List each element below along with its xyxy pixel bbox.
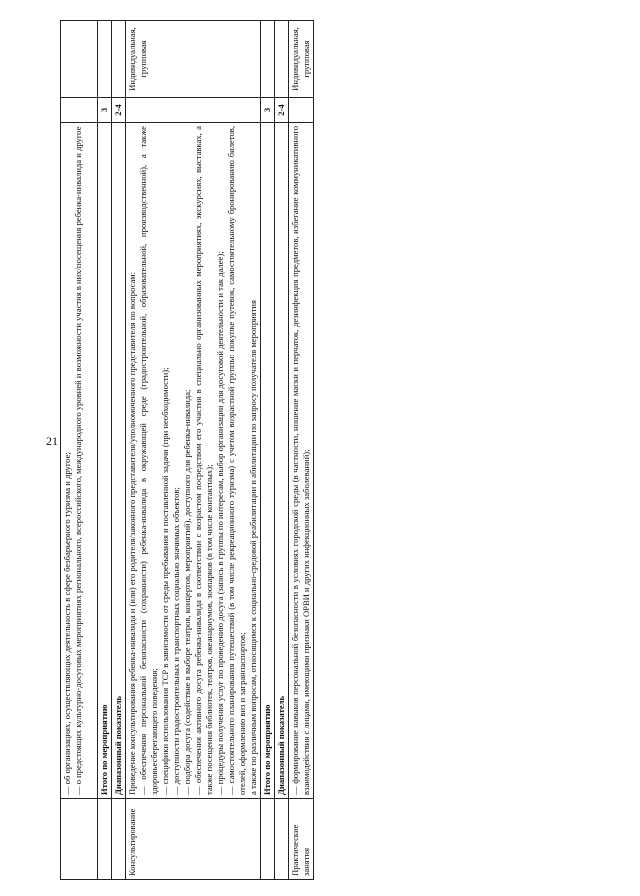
total-label: Итого по мероприятию [261,123,275,799]
range-value: 2-4 [275,98,289,123]
table-row [275,21,289,880]
total-label: Итого по мероприятию [98,123,112,799]
measure-name: Консультирование [126,799,261,880]
measure-name: Практические занятия [289,799,314,880]
page-number: 21 [46,434,58,448]
table-row [98,21,112,880]
cell-empty [275,21,289,98]
cell-empty [61,799,98,880]
total-value: 3 [261,98,275,123]
cell-empty [112,21,126,98]
table-row [261,21,275,880]
cell-empty [61,98,98,123]
table-row [289,21,314,880]
measures-table [60,20,314,880]
cell-empty [112,799,126,880]
list-item: — обеспечения активного досуга ребенка-инвалида в соответствии с возрастом посредством его участия в специально организованных мероприятиях, экскурсиях, выставках, а также посещения библиотек, театров, океанариумов, зоопарков (в том числе контактных); [193,126,214,795]
list-item: — формирование навыков персональной безопасности в условиях городской среды (в частности, ношение маски и перчаток, дезинфекция предметов, избегание коммуникативного взаимодействия с лицами, имеющими признаки ОРВИ и других инфекционных заболеваний); [290,126,311,795]
form-of-work: Индивидуальная, групповая [289,21,314,98]
cell-content [61,123,98,799]
total-value: 3 [98,98,112,123]
form-of-work: Индивидуальная, групповая [126,21,261,98]
list-item: — самостоятельного планирования путешествий (в том числе рекреационного туризма) с учетом возрастной группы: покупке путевок, самостоятельному бронированию билетов, отелей, оформлению виз и загранпаспортов; [226,126,247,795]
cell-empty [261,21,275,98]
table-row [61,21,98,880]
list-item: а также по различным вопросам, относящимся к социально-средовой реабилитации и абилитации по запросу получателя мероприятия [248,300,258,795]
list-item: — доступности градостроительных и транспортных социально значимых объектов; [171,487,181,795]
cell-content [126,123,261,799]
cell-content [289,123,314,799]
cell-empty [98,799,112,880]
cell-empty [61,21,98,98]
list-item: — обеспечения персональной безопасности (сохранности) ребенка-инвалида в окружающей среде (градостроительной, образовательной, производственной), а также здоровьесберегающего поведения; [138,126,159,795]
range-label: Диапазонный показатель [275,123,289,799]
cell-empty [126,98,261,123]
list-item: — об организациях, осуществляющих деятельность в сфере безбарьерного туризма и другое; [62,452,72,795]
rotated-table-sheet [60,20,580,880]
cell-empty [261,799,275,880]
consult-intro: Проведение консультирования ребенка-инвалида и (или) его родителя/законного представителя/уполномоченного представителя по вопросам: [127,271,137,795]
list-item: — о предстоящих культурно-досуговых мероприятиях регионального, всероссийского, международного уровней и возможности участия в них/посещения ребенка-инвалида и другое [73,126,83,795]
range-label: Диапазонный показатель [112,123,126,799]
table-row [126,21,261,880]
list-item: — процедуры получения услуг по проведению досуга (запись в группы по интересам, выбор организации для досуговой деятельности и так далее); [215,251,225,795]
cell-empty [98,21,112,98]
cell-empty [275,799,289,880]
range-value: 2-4 [112,98,126,123]
list-item: — подбора досуга (содействие в выборе театров, концертов, мероприятий), доступного для ребенка-инвалида; [182,389,192,795]
cell-empty [289,98,314,123]
table-row [112,21,126,880]
list-item: — специфики использования ТСР в зависимости от среды пребывания и поставленной задачи (при необходимости); [160,367,170,795]
